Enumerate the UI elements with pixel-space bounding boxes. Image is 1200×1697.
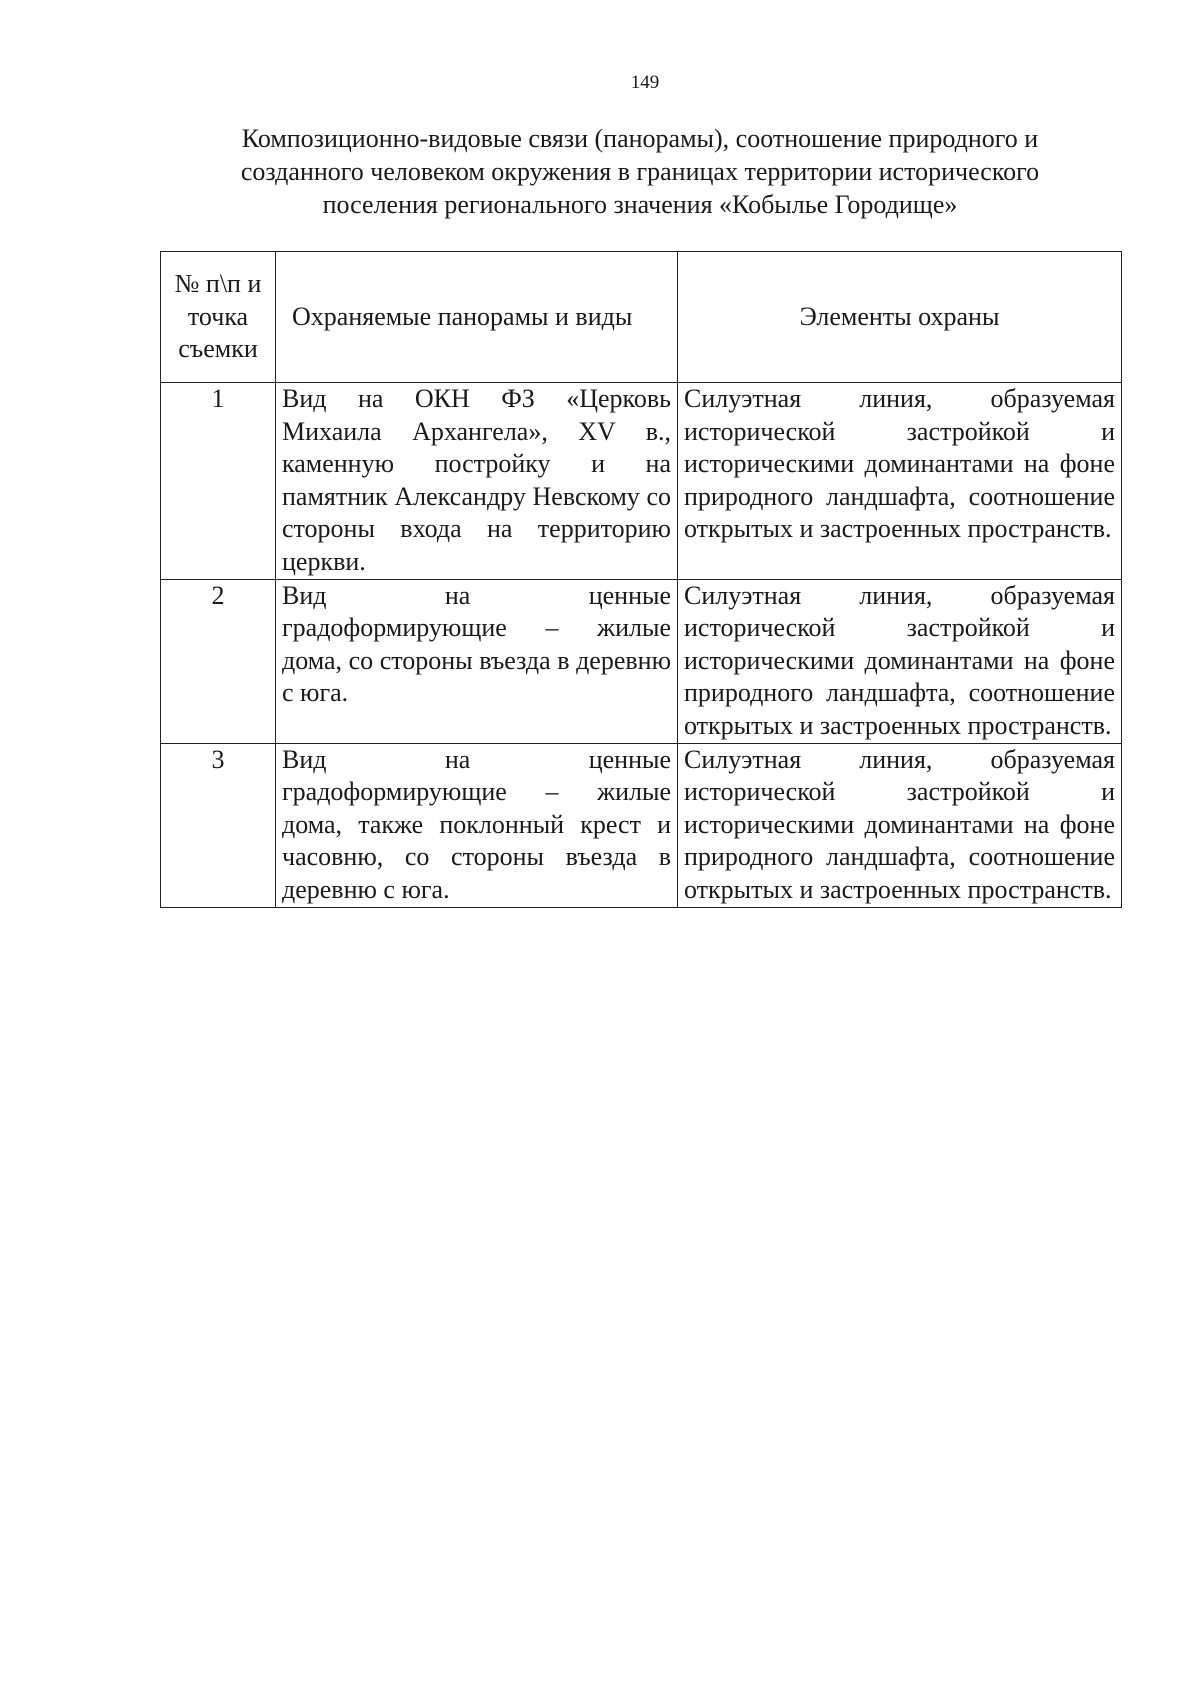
- row-number: 2: [161, 579, 276, 743]
- document-title: [180, 122, 1100, 221]
- header-elements: Элементы охраны: [678, 252, 1122, 383]
- panoramas-table: [160, 251, 1122, 908]
- header-number: № п\п и точка съемки: [161, 252, 276, 383]
- row-elements: Силуэтная линия, образуемая исторической застройкой и историческими доминантами на фоне природного ландшафта, соотношение открытых и застроенных пространств.: [678, 743, 1122, 907]
- row-number: 3: [161, 743, 276, 907]
- row-panorama: Вид на ценные градоформирующие – жилые дома, также поклонный крест и часовню, со стороны въезда в деревню с юга.: [276, 743, 678, 907]
- header-panoramas: Охраняемые панорамы и виды: [276, 252, 678, 383]
- row-panorama: Вид на ОКН ФЗ «Церковь Михаила Архангела», XV в., каменную постройку и на памятник Александру Невскому со стороны входа на территорию церкви.: [276, 383, 678, 580]
- title-line-3: поселения регионального значения «Кобылье Городище»: [322, 190, 958, 219]
- row-elements: Силуэтная линия, образуемая исторической застройкой и историческими доминантами на фоне природного ландшафта, соотношение открытых и застроенных пространств.: [678, 579, 1122, 743]
- table-row: [161, 579, 1122, 743]
- table-header-row: [161, 252, 1122, 383]
- page-number: 149: [630, 72, 660, 93]
- table-row: [161, 383, 1122, 580]
- title-line-1: Композиционно-видовые связи (панорамы), соотношение природного и: [241, 124, 1039, 153]
- table-row: [161, 743, 1122, 907]
- title-line-2: созданного человеком окружения в границах территории исторического: [240, 157, 1040, 186]
- row-elements: Силуэтная линия, образуемая исторической застройкой и историческими доминантами на фоне природного ландшафта, соотношение открытых и застроенных пространств.: [678, 383, 1122, 580]
- row-panorama: Вид на ценные градоформирующие – жилые дома, со стороны въезда в деревню с юга.: [276, 579, 678, 743]
- row-number: 1: [161, 383, 276, 580]
